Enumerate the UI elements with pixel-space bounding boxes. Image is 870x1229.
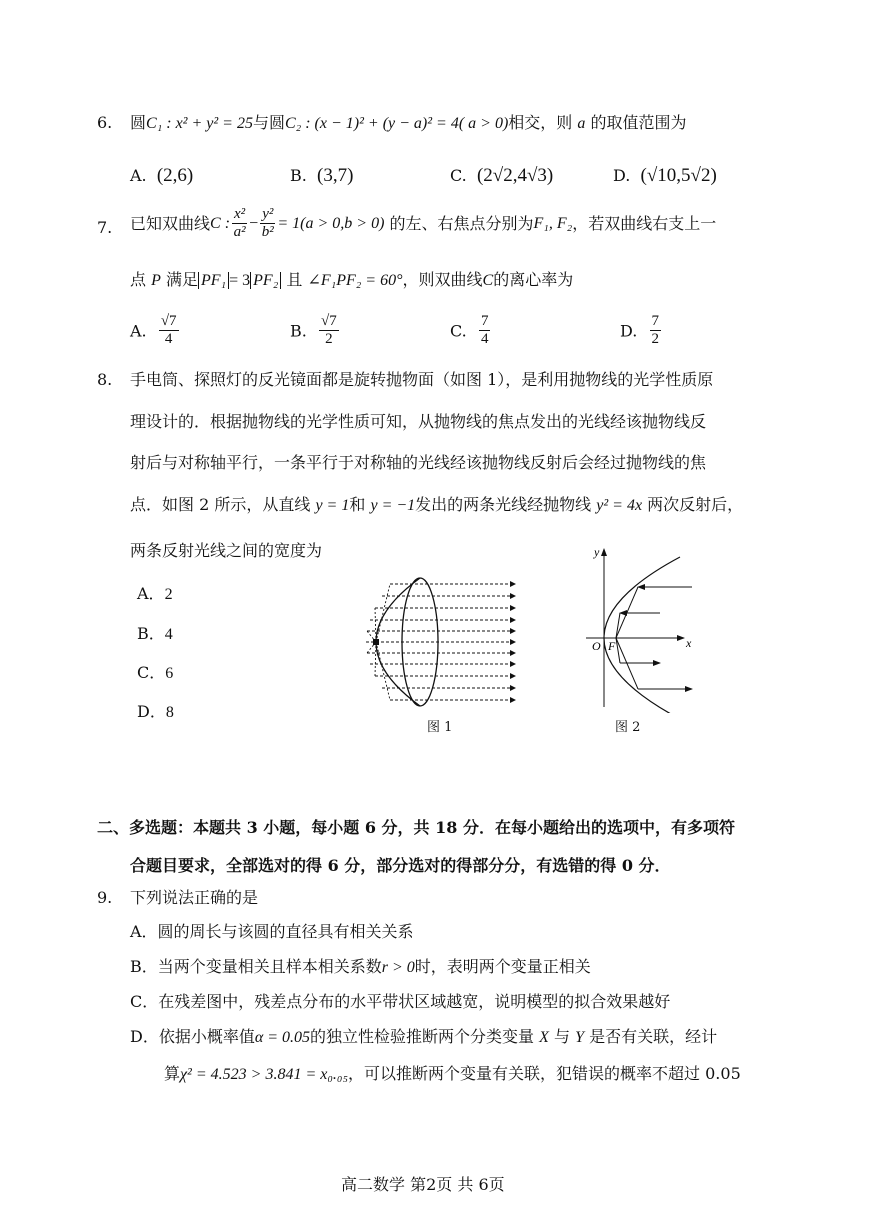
figure2-parabola xyxy=(580,543,700,713)
parallel-rays xyxy=(366,584,515,700)
q9-option-d-line2 xyxy=(164,1064,741,1084)
q9-option-d[interactable] xyxy=(130,1027,717,1047)
q9-option-a[interactable]: A．圆的周长与该圆的直径具有相关关系 xyxy=(130,922,414,941)
q6-mid: 与圆 xyxy=(252,113,285,132)
q6-stem xyxy=(130,113,687,133)
focus-label: F xyxy=(608,639,616,653)
parabola-curve xyxy=(604,557,680,713)
figure1-paraboloid xyxy=(350,570,530,720)
q7-line2-end: ，则双曲线 xyxy=(402,270,483,289)
option-label: D. xyxy=(613,166,631,185)
q7-angle: ∠F₁PF₂ = 60° xyxy=(307,272,403,289)
q8-eq3: y² = 4x xyxy=(596,497,643,514)
q6-end: 的取值范围为 xyxy=(590,113,687,132)
q9-d2-eq: χ² = 4.523 > 3.841 = x₀.₀₅ xyxy=(180,1066,349,1083)
q9-d-and: 与 xyxy=(554,1027,571,1046)
option-fraction xyxy=(479,313,491,349)
q9-stem: 下列说法正确的是 xyxy=(130,888,259,907)
option-label: B. xyxy=(290,166,307,185)
frac-num: √7 xyxy=(159,313,179,331)
q8-line3: 射后与对称轴平行，一条平行于对称轴的光线经该抛物线反射后会经过抛物线的焦 xyxy=(130,453,707,472)
frac-den: 4 xyxy=(164,331,173,348)
q7-frac-x xyxy=(232,206,247,242)
q9-b-pre: B．当两个变量相关且样本相关系数 xyxy=(130,957,382,976)
option-value: (3,7) xyxy=(317,165,354,186)
q7-stem-line1: 已知双曲线C : $\frac{\text{x²}}{\text{a²}}$ − $\frac{\text{y²}}{\text{b²}}$ = 1(a > 0,b > 0) 的左、右焦点分别为F₁, F₂，若双曲线右支上一 xyxy=(130,206,717,241)
option-fraction xyxy=(159,313,179,349)
q9-d2-pre: 算 xyxy=(164,1064,181,1083)
q7-cond: = 1(a > 0,b > 0) xyxy=(277,215,385,233)
option-label: C. xyxy=(450,166,467,185)
q7-number: 7. xyxy=(97,218,113,237)
option-value: 4 xyxy=(164,626,173,643)
q7-option-a[interactable] xyxy=(130,313,181,349)
q8-option-d[interactable] xyxy=(137,699,174,722)
q7-abs2: PF₂ xyxy=(250,272,281,289)
frac-num: √7 xyxy=(319,313,339,331)
option-value: (2√2,4√3) xyxy=(476,165,554,186)
q6-option-b[interactable] xyxy=(290,165,353,187)
frac-num: y² xyxy=(260,206,275,224)
q8-line4 xyxy=(130,495,743,515)
focus-point xyxy=(373,639,379,645)
q7-abs1: PF₁ xyxy=(198,272,229,289)
option-label: A. xyxy=(130,166,147,185)
q7-option-d[interactable] xyxy=(620,313,663,349)
option-value: (√10,5√2) xyxy=(640,165,717,186)
q7-post2: ，若双曲线右支上一 xyxy=(572,214,717,234)
q7-frac-y xyxy=(260,206,275,242)
option-label: D． xyxy=(137,702,166,721)
q6-circle2: C₂ : (x − 1)² + (y − a)² = 4( a > 0) xyxy=(284,115,509,132)
section2-header-line2: 合题目要求，全部选对的得 6 分，部分选对的得部分分，有选错的得 0 分． xyxy=(130,856,671,875)
frac-den: a² xyxy=(233,224,246,241)
q9-d-alpha: α = 0.05 xyxy=(254,1029,311,1046)
q7-option-c[interactable] xyxy=(450,313,492,349)
q8-line4-d: 两次反射后， xyxy=(647,495,744,514)
q9-d-mid: 的独立性检验推断两个分类变量 xyxy=(310,1027,535,1046)
q6-circle1: C₁ : x² + y² = 25 xyxy=(146,115,253,132)
q7-stem-line2 xyxy=(130,270,573,290)
q6-var: a xyxy=(577,115,586,132)
q8-line1: 手电筒、探照灯的反光镜面都是旋转抛物面（如图 1），是利用抛物线的光学性质原 xyxy=(130,370,714,389)
q9-d2-post: ，可以推断两个变量有关联，犯错误的概率不超过 0.05 xyxy=(348,1064,741,1083)
q7-post: 的左、右焦点分别为 xyxy=(389,214,534,234)
section2-header-line1: 二、多选题：本题共 3 小题，每小题 6 分，共 18 分．在每小题给出的选项中，有多项符 xyxy=(97,818,735,837)
q7-eq3: = 3 xyxy=(229,272,251,289)
q9-b-eq: r > 0 xyxy=(381,959,415,976)
option-label: B. xyxy=(290,321,307,341)
q8-line4-a: 点．如图 2 所示，从直线 xyxy=(130,495,311,514)
q7-foci: F₁, F₂ xyxy=(533,215,573,233)
frac-num: 7 xyxy=(479,313,491,331)
frac-den: 2 xyxy=(325,331,333,348)
frac-den: 2 xyxy=(651,331,660,348)
q6-option-a[interactable] xyxy=(130,165,193,187)
option-label: C． xyxy=(137,663,166,682)
q8-line4-b: 和 xyxy=(349,495,366,514)
q9-b-post: 时，表明两个变量正相关 xyxy=(414,957,591,976)
q7-pre: 已知双曲线 xyxy=(130,214,211,234)
q7-line2-mid: 满足 xyxy=(165,270,198,289)
q6-option-d[interactable] xyxy=(613,165,717,187)
option-value: 2 xyxy=(164,586,173,603)
q9-number: 9. xyxy=(97,888,113,907)
option-value: 6 xyxy=(165,665,174,682)
q8-eq2: y = −1 xyxy=(370,497,416,514)
option-label: B． xyxy=(137,624,165,643)
page-footer: 高二数学 第2页 共 6页 xyxy=(341,1175,505,1194)
q8-line2: 理设计的．根据抛物线的光学性质可知，从抛物线的焦点发出的光线经该抛物线反 xyxy=(130,412,707,431)
frac-num: x² xyxy=(232,206,247,224)
q6-pre: 圆 xyxy=(130,113,147,132)
option-label: A． xyxy=(137,584,165,603)
frac-den: b² xyxy=(261,224,274,241)
frac-den: 4 xyxy=(480,331,489,348)
q7-point: P xyxy=(151,272,161,289)
q9-d-y: Y xyxy=(575,1029,585,1046)
y-axis-label: y xyxy=(594,545,600,559)
option-value: 8 xyxy=(165,704,174,721)
option-fraction xyxy=(650,313,662,349)
option-value: (2,6) xyxy=(156,165,194,186)
q6-number: 6. xyxy=(97,113,113,132)
option-label: A. xyxy=(130,321,147,341)
q9-d-x: X xyxy=(539,1029,549,1046)
q8-option-a[interactable] xyxy=(137,581,173,604)
q9-d-post: 是否有关联，经计 xyxy=(589,1027,718,1046)
q7-option-b[interactable] xyxy=(290,313,341,349)
option-label: D. xyxy=(620,321,638,341)
q7-curve: C : xyxy=(210,215,231,233)
option-label: C. xyxy=(450,321,467,341)
q8-number: 8. xyxy=(97,370,113,389)
q8-option-b[interactable] xyxy=(137,621,173,644)
figure1-caption: 图 1 xyxy=(427,720,453,735)
q7-c: C xyxy=(482,272,494,289)
q7-line2-pre: 点 xyxy=(130,270,147,289)
q9-d-pre: D．依据小概率值 xyxy=(130,1027,255,1046)
q8-line4-c: 发出的两条光线经抛物线 xyxy=(415,495,592,514)
x-axis-label: x xyxy=(686,636,692,650)
figure2-caption: 图 2 xyxy=(615,720,641,735)
origin-label: O xyxy=(592,639,601,653)
option-fraction xyxy=(319,313,339,349)
q8-line5: 两条反射光线之间的宽度为 xyxy=(130,541,323,560)
q7-and: 且 xyxy=(286,270,303,289)
q7-line2-end2: 的离心率为 xyxy=(493,270,574,289)
q6-option-c[interactable] xyxy=(450,165,553,187)
frac-num: 7 xyxy=(650,313,662,331)
q9-option-c[interactable]: C．在残差图中，残差点分布的水平带状区域越宽，说明模型的拟合效果越好 xyxy=(130,992,671,1011)
q8-option-c[interactable] xyxy=(137,660,173,683)
q8-eq1: y = 1 xyxy=(315,497,350,514)
q6-post: 相交，则 xyxy=(508,113,573,132)
q9-option-b[interactable] xyxy=(130,957,591,977)
